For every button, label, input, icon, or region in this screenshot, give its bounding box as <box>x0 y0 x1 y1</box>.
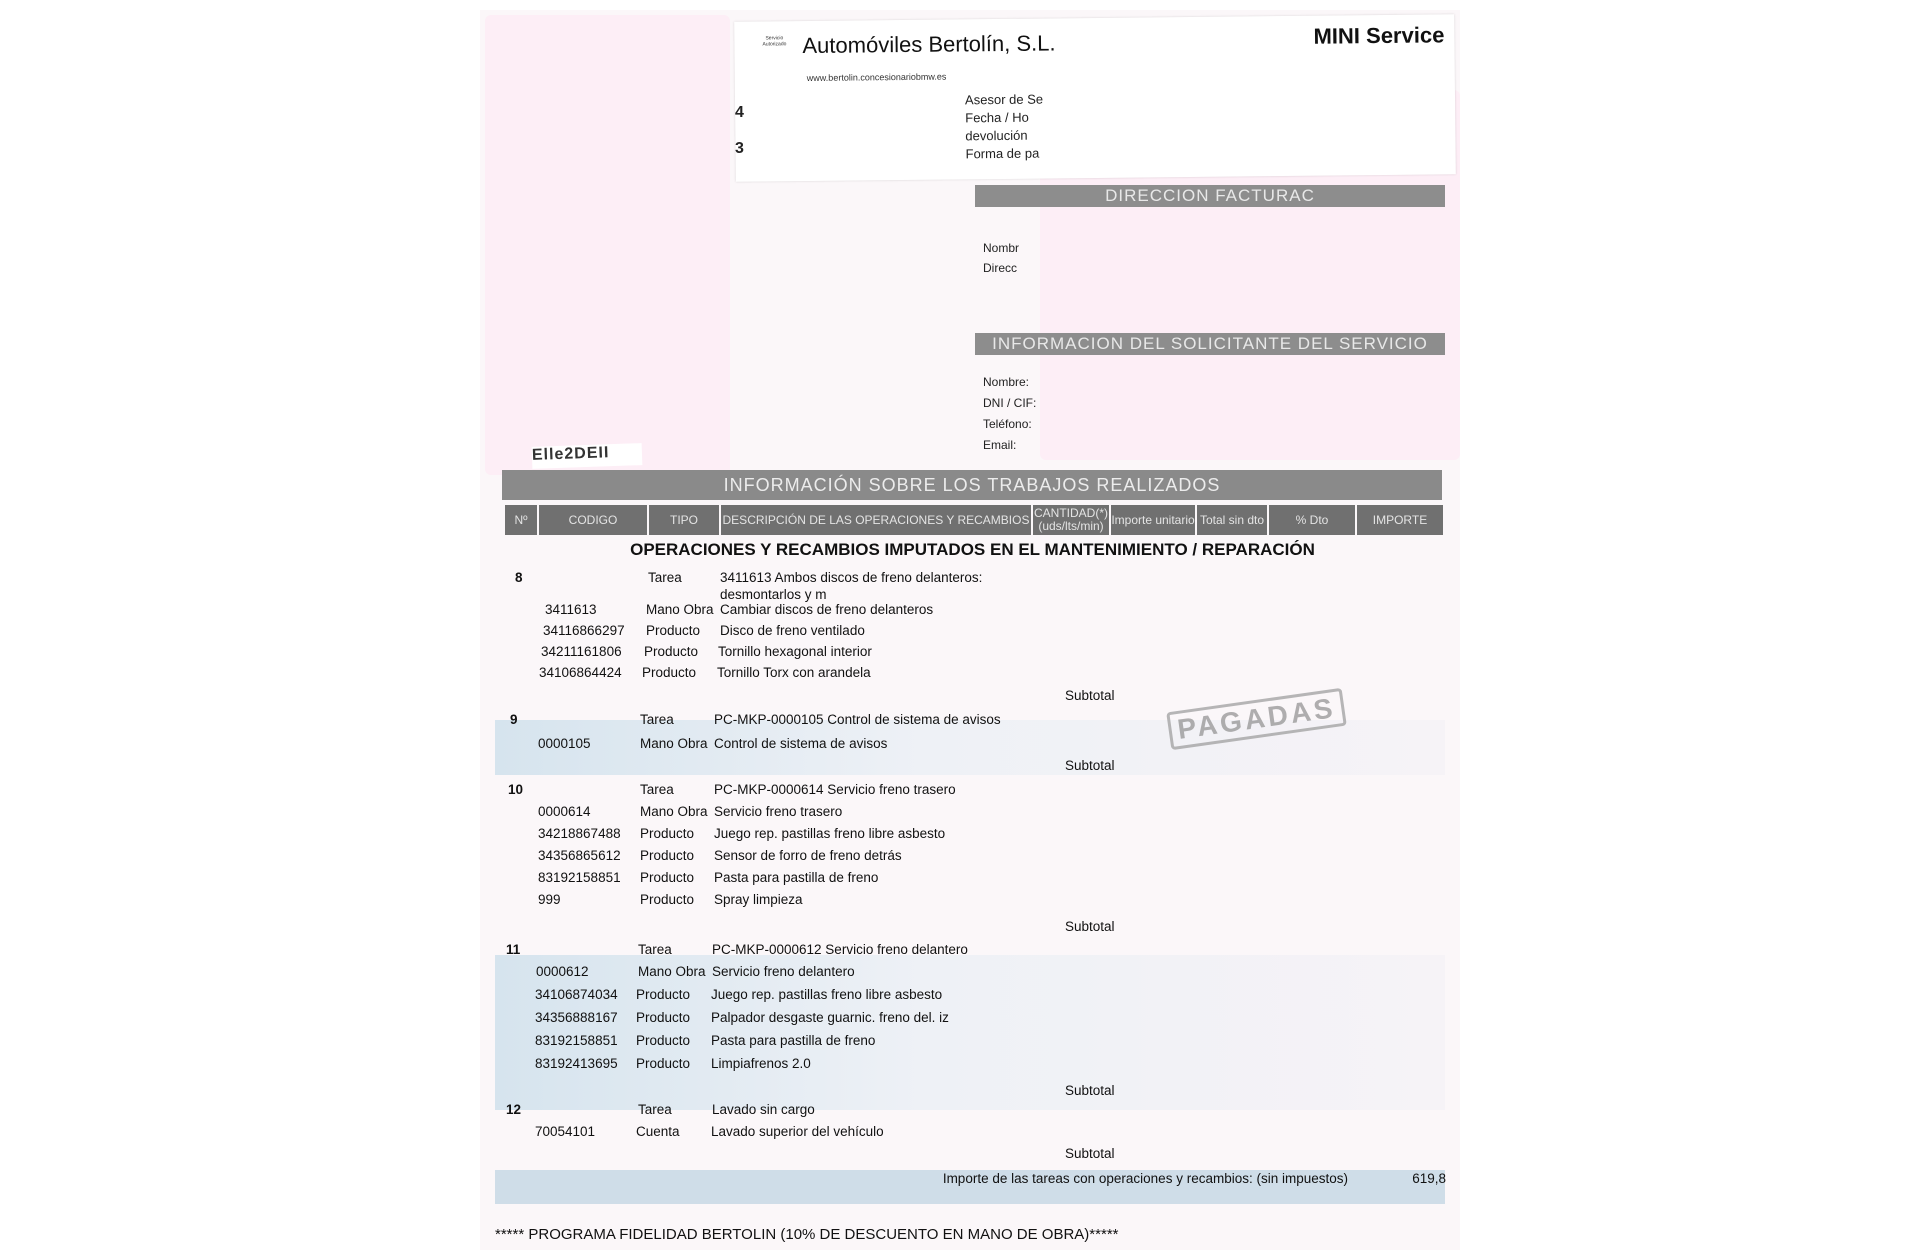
field-return: devolución <box>965 127 1028 144</box>
footer-total-label: Importe de las tareas con operaciones y recambios: (sin impuestos) <box>942 1171 1348 1186</box>
works-title-bar: INFORMACIÓN SOBRE LOS TRABAJOS REALIZADOS <box>502 470 1442 500</box>
row-type: Mano Obra <box>646 602 714 617</box>
applicant-field-email: Email: <box>983 438 1017 452</box>
row-description: Spray limpieza <box>714 892 803 907</box>
col-head-unit-price: Importe unitario <box>1111 505 1195 535</box>
field-advisor: Asesor de Se <box>964 91 1044 108</box>
row-code: 34116866297 <box>543 623 625 638</box>
row-code: 83192413695 <box>535 1056 618 1071</box>
row-type: Mano Obra <box>640 804 708 819</box>
row-code: 83192158851 <box>535 1033 618 1048</box>
billing-field-address: Direcc <box>983 261 1018 275</box>
task-number: 8 <box>515 570 523 585</box>
edge-mark: 4 <box>735 104 744 121</box>
row-code: 0000612 <box>536 964 589 979</box>
service-fields <box>965 91 1044 164</box>
row-code: 999 <box>538 892 561 907</box>
edge-mark: 3 <box>735 140 744 157</box>
applicant-field-id: DNI / CIF: <box>983 396 1037 410</box>
task-description: Lavado sin cargo <box>712 1102 815 1117</box>
row-description: Servicio freno trasero <box>714 804 843 819</box>
col-head-total-no-discount: Total sin dto <box>1197 505 1267 535</box>
billing-fields <box>983 238 1019 278</box>
subtotal-label: Subtotal <box>1065 1146 1115 1161</box>
operations-title: OPERACIONES Y RECAMBIOS IMPUTADOS EN EL MANTENIMIENTO / REPARACIÓN <box>630 540 1315 559</box>
subtotal-label: Subtotal <box>1065 688 1115 703</box>
task-type: Tarea <box>648 570 682 585</box>
row-description: Lavado superior del vehículo <box>711 1124 884 1139</box>
subtotal-label: Subtotal <box>1065 1083 1115 1098</box>
row-code: 3411613 <box>545 602 597 617</box>
row-code: 83192158851 <box>538 870 621 885</box>
dealer-website: www.bertolin.concesionariobmw.es <box>806 71 947 84</box>
row-description: Servicio freno delantero <box>712 964 855 979</box>
billing-bar <box>975 185 1445 207</box>
row-code: 34356888167 <box>535 1010 618 1025</box>
row-description: Juego rep. pastillas freno libre asbesto <box>711 987 943 1002</box>
row-description: Tornillo Torx con arandela <box>717 665 871 680</box>
task-number: 11 <box>506 942 521 957</box>
fidelity-program-note: ***** PROGRAMA FIDELIDAD BERTOLIN (10% DE DESCUENTO EN MANO DE OBRA)***** <box>495 1226 1119 1243</box>
row-description: Disco de freno ventilado <box>720 623 865 638</box>
row-description: Pasta para pastilla de freno <box>711 1033 876 1048</box>
row-description: Control de sistema de avisos <box>714 736 888 751</box>
row-code: 70054101 <box>535 1124 596 1139</box>
col-head-discount: % Dto <box>1269 505 1355 535</box>
row-type: Producto <box>640 870 695 885</box>
row-type: Producto <box>642 665 697 680</box>
applicant-field-name: Nombre: <box>983 375 1030 389</box>
task-number: 9 <box>510 712 518 727</box>
row-type: Producto <box>636 1033 691 1048</box>
row-description: Limpiafrenos 2.0 <box>711 1056 811 1071</box>
col-head-number: Nº <box>505 505 537 535</box>
paid-stamp: PAGADAS <box>1166 688 1347 750</box>
row-description: Palpador desgaste guarnic. freno del. iz <box>711 1010 949 1025</box>
task-type: Tarea <box>640 712 674 727</box>
redacted-block-left <box>485 15 730 475</box>
task-description: PC-MKP-0000614 Servicio freno trasero <box>714 782 956 797</box>
col-head-quantity: CANTIDAD(*) (uds/lts/min) <box>1034 506 1108 533</box>
billing-bar-title: DIRECCION FACTURAC <box>1105 186 1315 205</box>
row-code: 34218867488 <box>538 826 621 841</box>
task-description-cont: desmontarlos y m <box>720 587 827 602</box>
company-name: Automóviles Bertolín, S.L. <box>802 30 1056 59</box>
task-description: PC-MKP-0000612 Servicio freno delantero <box>712 942 968 957</box>
brand-name: MINI Service <box>1313 22 1445 49</box>
task-type: Tarea <box>638 942 672 957</box>
task-number: 10 <box>508 782 524 797</box>
col-head-amount: IMPORTE <box>1357 505 1443 535</box>
row-type: Producto <box>636 1056 691 1071</box>
row-code: 34106864424 <box>539 665 622 680</box>
task-description: 3411613 Ambos discos de freno delanteros: <box>720 570 983 585</box>
row-type: Producto <box>646 623 701 638</box>
row-description: Sensor de forro de freno detrás <box>714 848 902 863</box>
field-date: Fecha / Ho <box>965 109 1029 126</box>
task-number: 12 <box>506 1102 522 1117</box>
row-code: 34106874034 <box>535 987 618 1002</box>
task-type: Tarea <box>638 1102 672 1117</box>
billing-field-name: Nombr <box>983 241 1020 255</box>
scrap-label: Elle2DEII <box>532 443 643 469</box>
row-type: Producto <box>640 892 695 907</box>
row-type: Producto <box>636 1010 691 1025</box>
dealer-header-card <box>734 14 1456 182</box>
applicant-field-phone: Teléfono: <box>983 417 1032 431</box>
col-head-description: DESCRIPCIÓN DE LAS OPERACIONES Y RECAMBIOS <box>721 505 1031 535</box>
applicant-bar-title: INFORMACION DEL SOLICITANTE DEL SERVICIO <box>992 334 1428 353</box>
applicant-bar <box>975 333 1445 355</box>
row-type: Mano Obra <box>640 736 708 751</box>
row-description: Tornillo hexagonal interior <box>718 644 872 659</box>
dealer-logo: Servicio Autorizado <box>762 35 787 48</box>
row-description: Cambiar discos de freno delanteros <box>720 602 934 617</box>
row-type: Producto <box>636 987 691 1002</box>
row-code: 34211161806 <box>541 644 622 659</box>
edge-marks <box>735 95 744 167</box>
row-code: 34356865612 <box>538 848 621 863</box>
row-type: Cuenta <box>636 1124 680 1139</box>
subtotal-label: Subtotal <box>1065 758 1115 773</box>
row-type: Producto <box>640 826 695 841</box>
row-type: Producto <box>640 848 695 863</box>
row-description: Juego rep. pastillas freno libre asbesto <box>714 826 946 841</box>
row-type: Mano Obra <box>638 964 706 979</box>
row-code: 0000614 <box>538 804 591 819</box>
row-description: Pasta para pastilla de freno <box>714 870 879 885</box>
field-payment: Forma de pa <box>965 145 1040 162</box>
row-type: Producto <box>644 644 699 659</box>
footer-total-amount: 619,8 <box>1412 1171 1446 1186</box>
applicant-fields <box>983 372 1036 456</box>
task-type: Tarea <box>640 782 674 797</box>
task-description: PC-MKP-0000105 Control de sistema de avisos <box>714 712 1001 727</box>
row-code: 0000105 <box>538 736 591 751</box>
subtotal-label: Subtotal <box>1065 919 1115 934</box>
col-head-code: CODIGO <box>539 505 647 535</box>
col-head-type: TIPO <box>649 505 719 535</box>
